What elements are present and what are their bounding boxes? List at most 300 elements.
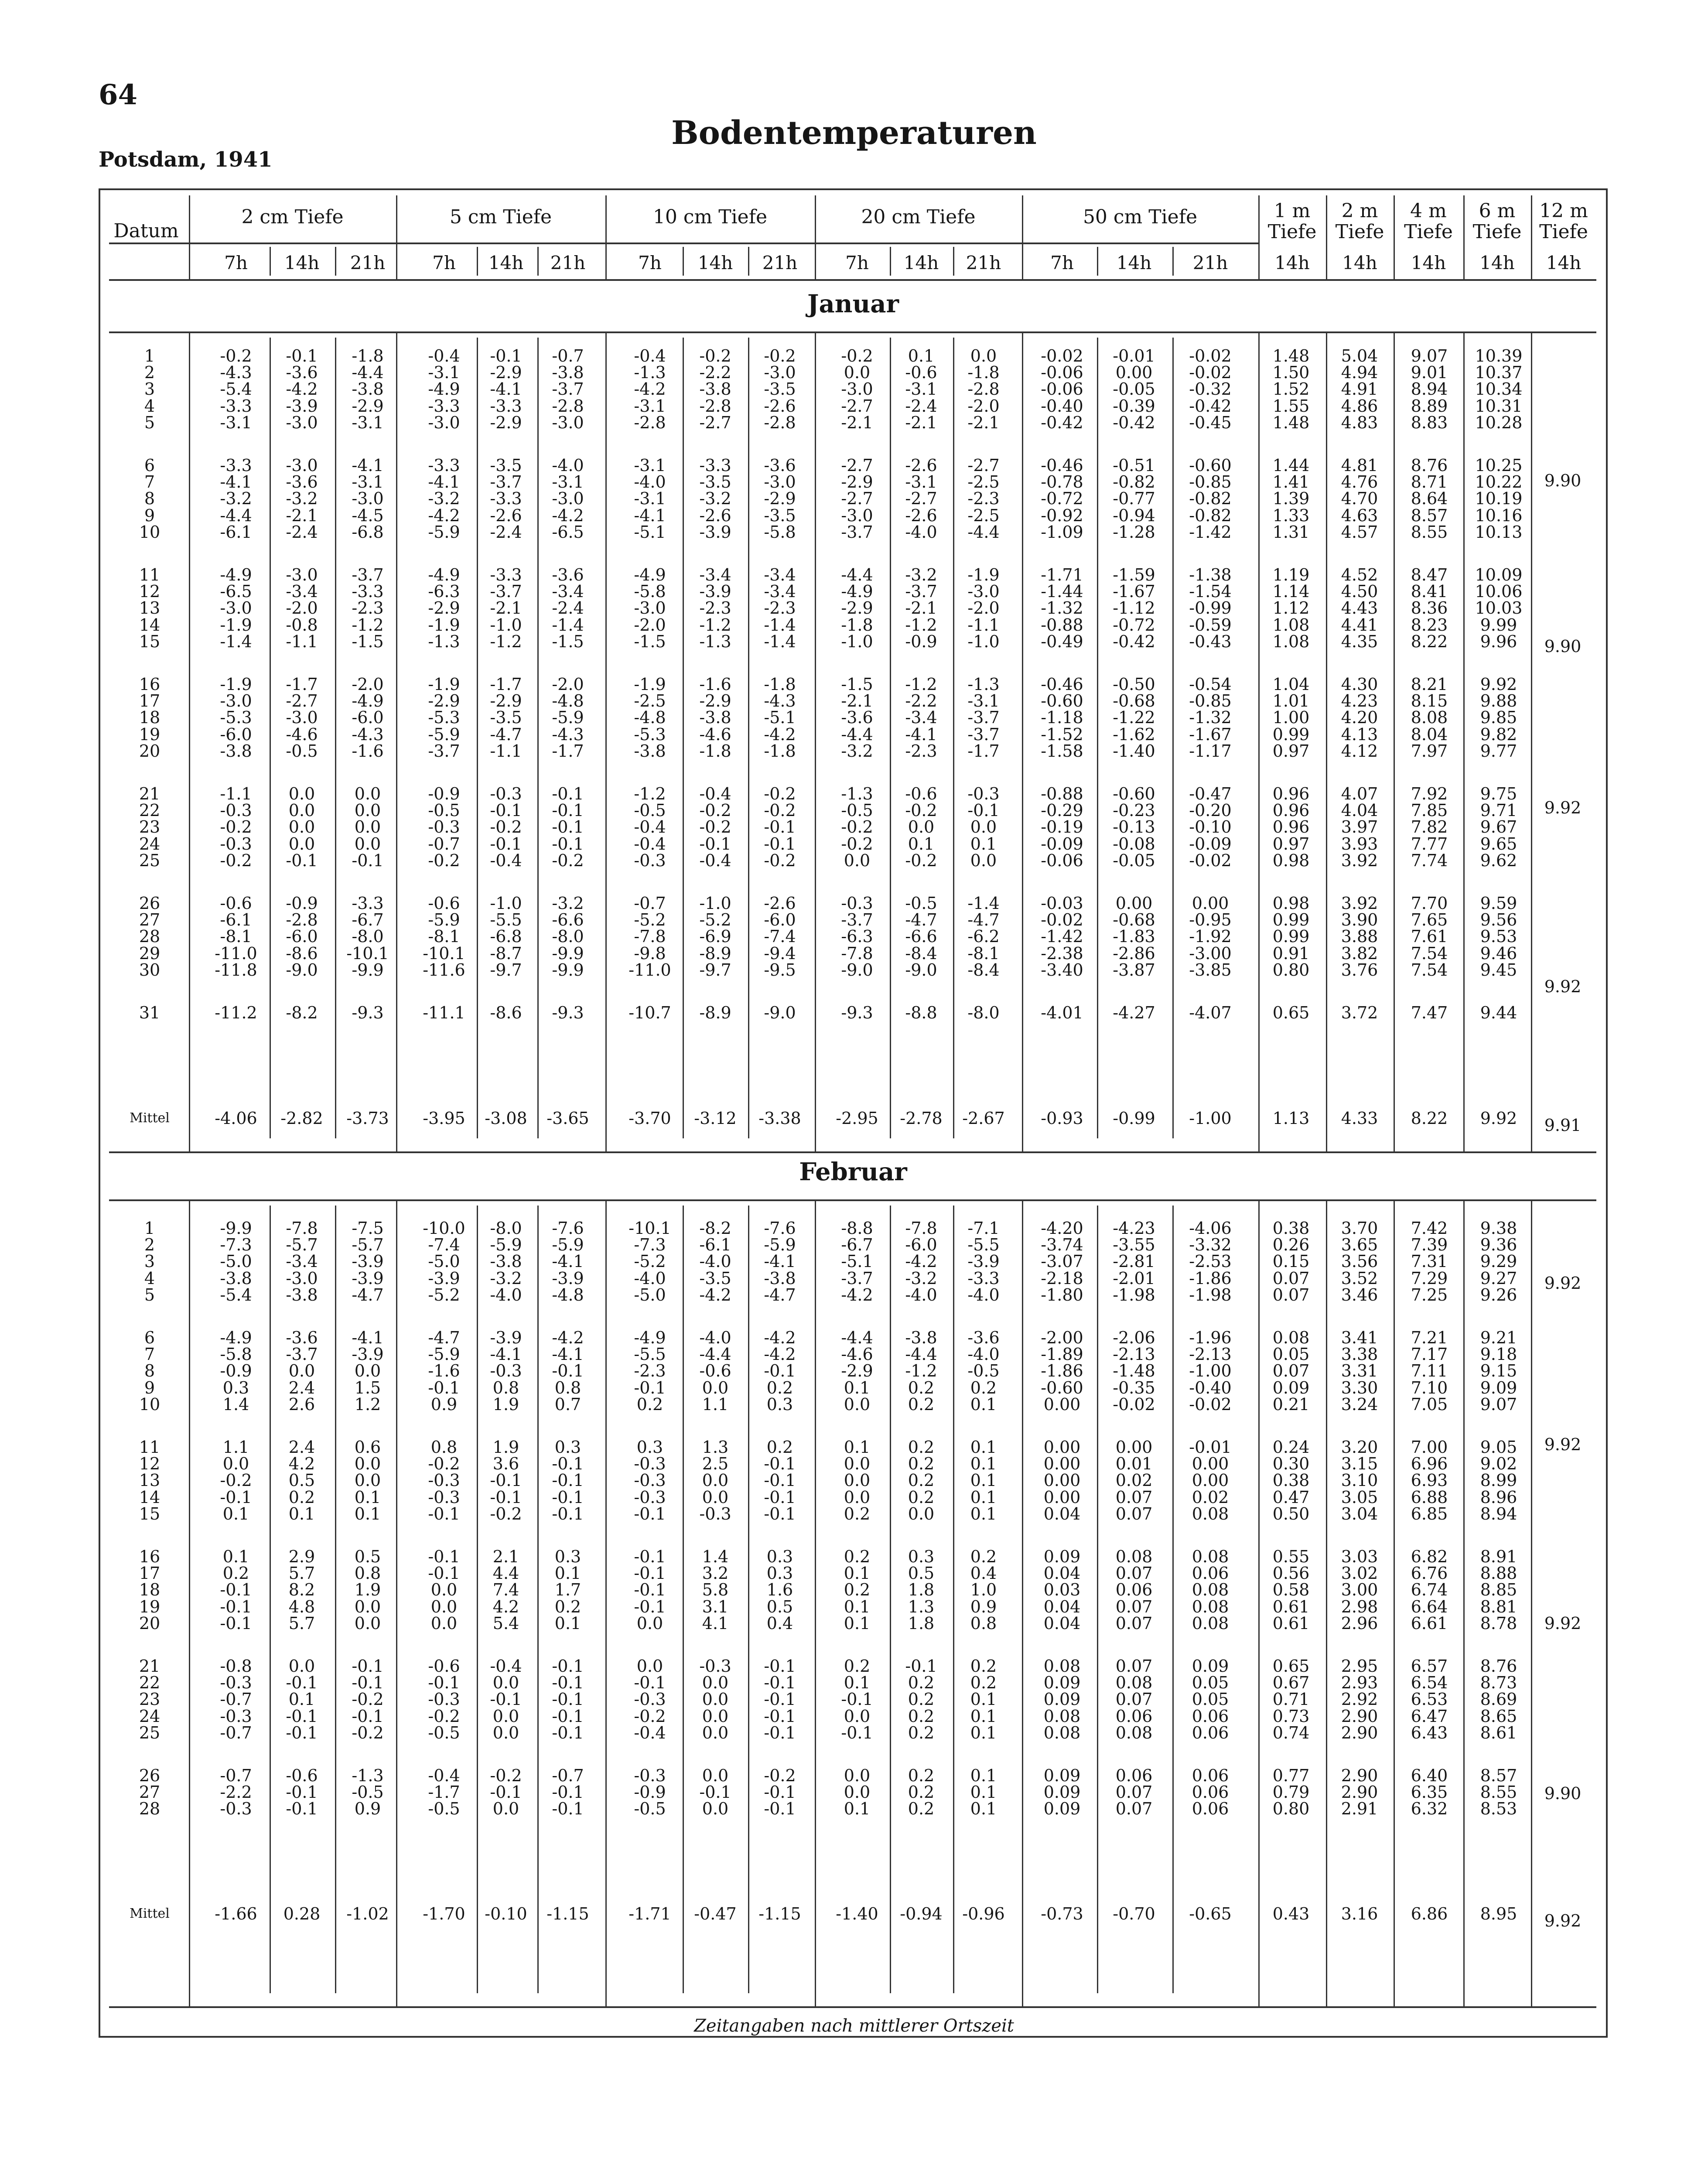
- table-cell: -0.3: [634, 1487, 666, 1507]
- table-cell: 0.07: [1115, 1597, 1153, 1616]
- table-cell: 10.03: [1475, 598, 1523, 618]
- table-cell: -0.1: [220, 1487, 252, 1507]
- table-cell: -3.4: [286, 582, 318, 601]
- table-cell: -1.0: [699, 894, 731, 913]
- table-cell: -4.0: [699, 1328, 731, 1347]
- table-cell: 0.0: [970, 850, 997, 870]
- table-cell: -1.86: [1189, 1268, 1232, 1288]
- table-cell: 0.0: [288, 801, 315, 820]
- table-cell: -4.7: [905, 910, 937, 930]
- table-cell: 9.44: [1480, 1003, 1517, 1022]
- table-cell: -9.9: [352, 960, 384, 980]
- table-cell: -8.4: [967, 960, 1000, 980]
- table-cell: 0.04: [1043, 1597, 1081, 1616]
- table-cell: 6.61: [1411, 1613, 1448, 1633]
- table-cell: -0.1: [552, 1471, 584, 1490]
- table-cell: -0.2: [428, 1454, 460, 1474]
- table-cell: -1.6: [428, 1361, 460, 1381]
- table-cell: -0.1: [286, 1783, 318, 1802]
- header-depth-4: 6 m: [1479, 200, 1516, 222]
- column-rule: [1463, 1201, 1465, 2006]
- table-cell: -0.60: [1041, 1378, 1083, 1397]
- table-cell: 4.12: [1341, 741, 1378, 761]
- table-cell: 0.08: [1192, 1597, 1229, 1616]
- table-cell: -1.89: [1041, 1345, 1083, 1364]
- table-cell: -2.9: [490, 363, 522, 383]
- table-cell: 8.76: [1480, 1656, 1517, 1676]
- table-cell: -5.2: [634, 1252, 666, 1271]
- table-cell: -0.40: [1041, 396, 1083, 416]
- day-number: 2: [144, 1235, 155, 1255]
- column-rule: [1022, 333, 1023, 1151]
- minor-column-rule: [335, 338, 336, 1138]
- table-cell: 0.00: [1115, 363, 1153, 383]
- table-cell: -2.6: [764, 894, 796, 913]
- table-cell: -5.8: [764, 522, 796, 542]
- table-cell: -0.1: [764, 1783, 796, 1802]
- table-cell: -8.6: [490, 1003, 522, 1022]
- table-cell: 0.2: [844, 1656, 871, 1676]
- table-cell: 0.0: [354, 1361, 381, 1381]
- table-cell: -2.9: [490, 691, 522, 711]
- table-cell: -3.1: [905, 379, 937, 399]
- table-cell: -3.7: [841, 522, 873, 542]
- table-cell: -1.3: [634, 363, 666, 383]
- table-cell: 9.62: [1480, 850, 1517, 870]
- table-cell: -4.2: [841, 1285, 873, 1305]
- table-cell: -3.9: [286, 396, 318, 416]
- table-cell: -0.2: [905, 801, 937, 820]
- table-cell: 1.4: [222, 1394, 249, 1414]
- table-cell: -4.8: [634, 708, 666, 727]
- table-cell: 0.58: [1272, 1580, 1310, 1600]
- table-cell: -9.3: [841, 1003, 873, 1022]
- table-cell: -0.1: [490, 1471, 522, 1490]
- table-cell: -0.2: [634, 1706, 666, 1726]
- header-depth-1: 1 m: [1274, 200, 1311, 222]
- table-cell: 0.1: [970, 834, 997, 854]
- table-row: [0, 959, 1708, 981]
- table-cell: 0.08: [1192, 1504, 1229, 1523]
- header-depth-label: Tiefe: [1472, 221, 1522, 243]
- table-cell: -4.2: [552, 1328, 584, 1347]
- table-cell: -3.7: [967, 724, 1000, 744]
- table-cell: -2.13: [1189, 1345, 1232, 1364]
- mittel-cell: -1.00: [1189, 1109, 1232, 1128]
- table-cell: 0.0: [970, 817, 997, 837]
- header-time: 14h: [1479, 252, 1515, 273]
- mittel-cell: 9.92: [1480, 1109, 1517, 1128]
- table-cell: -3.1: [220, 413, 252, 432]
- table-cell: -1.9: [428, 675, 460, 694]
- day-number: 23: [139, 817, 161, 837]
- table-cell: -4.4: [352, 363, 384, 383]
- day-number: 18: [139, 708, 161, 727]
- table-cell: -0.3: [967, 784, 1000, 803]
- table-cell: -5.3: [634, 724, 666, 744]
- table-cell: -1.32: [1041, 598, 1083, 618]
- table-cell: -0.2: [220, 1471, 252, 1490]
- table-cell: -3.55: [1113, 1235, 1155, 1255]
- table-cell: -3.8: [220, 1268, 252, 1288]
- mittel-cell: -2.82: [280, 1109, 323, 1128]
- table-cell: 3.05: [1341, 1487, 1378, 1507]
- table-cell: -2.8: [286, 910, 318, 930]
- table-cell: 0.1: [288, 1690, 315, 1709]
- mittel-row: [0, 1902, 1708, 1930]
- table-cell: 7.92: [1411, 784, 1448, 803]
- table-cell: 8.2: [288, 1580, 315, 1600]
- table-cell: 0.00: [1115, 1438, 1153, 1457]
- table-cell: 0.02: [1192, 1487, 1229, 1507]
- table-cell: -4.4: [967, 522, 1000, 542]
- table-cell: -4.9: [220, 565, 252, 584]
- table-cell: -1.80: [1041, 1285, 1083, 1305]
- table-cell: -9.9: [552, 943, 584, 963]
- table-cell: 0.3: [908, 1547, 935, 1566]
- table-cell: 0.2: [908, 1723, 935, 1742]
- table-cell: -6.8: [490, 927, 522, 946]
- day-number: 23: [139, 1690, 161, 1709]
- table-cell: 0.07: [1115, 1783, 1153, 1802]
- table-cell: -3.40: [1041, 960, 1083, 980]
- table-cell: 0.2: [766, 1438, 793, 1457]
- table-cell: 0.67: [1272, 1673, 1310, 1693]
- table-cell: -4.0: [634, 472, 666, 492]
- table-cell: 1.9: [492, 1438, 519, 1457]
- day-number: 9: [144, 1378, 155, 1397]
- table-cell: -2.0: [634, 615, 666, 635]
- table-cell: 0.02: [1115, 1471, 1153, 1490]
- table-cell: 0.00: [1192, 1471, 1229, 1490]
- table-cell: 0.96: [1272, 784, 1310, 803]
- table-cell: -3.8: [699, 379, 731, 399]
- table-cell: -5.2: [699, 910, 731, 930]
- table-cell: 7.21: [1411, 1328, 1448, 1347]
- day-number: 16: [139, 675, 161, 694]
- table-cell: -2.3: [764, 598, 796, 618]
- table-cell: 9.21: [1480, 1328, 1517, 1347]
- table-cell: 2.95: [1341, 1656, 1378, 1676]
- table-cell: 0.0: [354, 834, 381, 854]
- table-cell: 4.50: [1341, 582, 1378, 601]
- table-cell: -0.03: [1041, 894, 1083, 913]
- table-cell: -0.1: [905, 1656, 937, 1676]
- table-cell: 0.15: [1272, 1252, 1310, 1271]
- table-cell: 0.2: [288, 1487, 315, 1507]
- table-cell: 8.76: [1411, 456, 1448, 475]
- table-cell: -3.1: [967, 691, 1000, 711]
- table-cell: -1.1: [967, 615, 1000, 635]
- table-cell: 0.0: [844, 1394, 871, 1414]
- table-cell: 1.50: [1272, 363, 1310, 383]
- table-cell: 0.06: [1115, 1766, 1153, 1785]
- table-cell: 8.83: [1411, 413, 1448, 432]
- mittel-cell: -1.66: [215, 1904, 257, 1923]
- table-cell: -1.3: [841, 784, 873, 803]
- rule-line: [1531, 195, 1532, 279]
- table-cell: 3.04: [1341, 1504, 1378, 1523]
- table-cell: -2.5: [967, 505, 1000, 525]
- table-cell: -1.22: [1113, 708, 1155, 727]
- table-cell: 6.64: [1411, 1597, 1448, 1616]
- table-cell: -6.5: [552, 522, 584, 542]
- header-time: 14h: [1116, 252, 1152, 273]
- table-cell: -4.20: [1041, 1219, 1083, 1238]
- table-cell: 3.72: [1341, 1003, 1378, 1022]
- day-number: 28: [139, 927, 161, 946]
- day-number: 6: [144, 456, 155, 475]
- table-cell: 0.1: [970, 1487, 997, 1507]
- table-cell: -0.3: [428, 1487, 460, 1507]
- table-cell: -0.6: [428, 894, 460, 913]
- table-cell: -2.3: [699, 598, 731, 618]
- table-cell: -0.1: [428, 1504, 460, 1523]
- table-cell: 8.91: [1480, 1547, 1517, 1566]
- table-cell: -10.1: [423, 943, 465, 963]
- table-cell: -4.23: [1113, 1219, 1155, 1238]
- table-cell: 0.7: [554, 1394, 581, 1414]
- table-cell: -1.28: [1113, 522, 1155, 542]
- table-cell: -1.6: [699, 675, 731, 694]
- table-cell: -6.1: [220, 910, 252, 930]
- table-cell: 0.0: [970, 346, 997, 365]
- mittel-cell: -0.47: [694, 1904, 737, 1923]
- table-cell: -0.51: [1113, 456, 1155, 475]
- table-cell: -0.6: [220, 894, 252, 913]
- table-cell: 9.09: [1480, 1378, 1517, 1397]
- table-cell: -8.1: [220, 927, 252, 946]
- table-cell: -4.2: [905, 1252, 937, 1271]
- table-cell: 0.24: [1272, 1438, 1310, 1457]
- table-cell: 0.00: [1043, 1454, 1081, 1474]
- table-cell: -5.9: [552, 708, 584, 727]
- table-cell: -1.6: [352, 741, 384, 761]
- table-cell: -3.0: [764, 472, 796, 492]
- table-cell: -0.2: [905, 850, 937, 870]
- rule-line: [1463, 195, 1465, 279]
- table-cell: -2.0: [967, 396, 1000, 416]
- table-cell: 0.1: [970, 1723, 997, 1742]
- table-cell: -4.1: [490, 1345, 522, 1364]
- table-cell: -4.2: [428, 505, 460, 525]
- table-cell: 0.0: [354, 1454, 381, 1474]
- section-rule: [109, 1151, 1596, 1153]
- table-cell: 0.06: [1192, 1766, 1229, 1785]
- table-cell: -6.0: [905, 1235, 937, 1255]
- minor-column-rule: [477, 1206, 478, 1993]
- table-cell: 1.12: [1272, 598, 1310, 618]
- header-depth-label: Tiefe: [1539, 221, 1588, 243]
- header-time: 14h: [1411, 252, 1446, 273]
- table-cell: -3.3: [220, 396, 252, 416]
- table-cell: 9.88: [1480, 691, 1517, 711]
- table-cell: -0.4: [634, 834, 666, 854]
- minor-column-rule: [953, 1206, 954, 1993]
- table-cell: -3.3: [352, 582, 384, 601]
- table-cell: 0.06: [1192, 1783, 1229, 1802]
- table-cell: -4.4: [841, 1328, 873, 1347]
- table-cell: -3.8: [490, 1252, 522, 1271]
- table-cell: 0.2: [908, 1378, 935, 1397]
- table-cell: -2.3: [634, 1361, 666, 1381]
- time-divider: [477, 247, 478, 276]
- weekly-12m-value: 9.92: [1544, 1274, 1582, 1293]
- table-cell: 1.1: [222, 1438, 249, 1457]
- table-cell: 0.05: [1192, 1690, 1229, 1709]
- table-cell: 0.1: [844, 1673, 871, 1693]
- table-cell: -3.5: [699, 472, 731, 492]
- table-cell: -5.8: [634, 582, 666, 601]
- table-cell: 10.31: [1475, 396, 1523, 416]
- table-cell: -7.4: [428, 1235, 460, 1255]
- table-cell: -2.7: [699, 413, 731, 432]
- table-cell: 0.5: [908, 1564, 935, 1583]
- table-cell: -1.4: [220, 632, 252, 651]
- table-cell: 7.31: [1411, 1252, 1448, 1271]
- table-cell: 1.08: [1272, 632, 1310, 651]
- minor-column-rule: [683, 1206, 684, 1993]
- table-cell: -1.3: [967, 675, 1000, 694]
- table-cell: 9.56: [1480, 910, 1517, 930]
- table-cell: 3.52: [1341, 1268, 1378, 1288]
- table-cell: -0.7: [220, 1690, 252, 1709]
- table-cell: -7.8: [634, 927, 666, 946]
- table-cell: -0.4: [634, 1723, 666, 1742]
- table-cell: -7.5: [352, 1219, 384, 1238]
- table-cell: -3.7: [967, 708, 1000, 727]
- table-cell: 0.2: [908, 1394, 935, 1414]
- day-number: 4: [144, 1268, 155, 1288]
- table-cell: -4.4: [905, 1345, 937, 1364]
- table-cell: -0.1: [552, 801, 584, 820]
- table-cell: 1.7: [554, 1580, 581, 1600]
- table-row: [0, 521, 1708, 543]
- table-cell: -9.0: [286, 960, 318, 980]
- table-cell: 0.1: [970, 1766, 997, 1785]
- table-cell: -0.42: [1189, 396, 1232, 416]
- table-cell: -3.74: [1041, 1235, 1083, 1255]
- day-number: 14: [139, 1487, 161, 1507]
- table-cell: 0.0: [844, 1783, 871, 1802]
- table-cell: -8.0: [552, 927, 584, 946]
- table-cell: -7.1: [967, 1219, 1000, 1238]
- table-cell: -0.19: [1041, 817, 1083, 837]
- day-number: 9: [144, 505, 155, 525]
- table-cell: -1.8: [764, 675, 796, 694]
- table-cell: -2.6: [699, 505, 731, 525]
- table-cell: 4.94: [1341, 363, 1378, 383]
- day-number: 7: [144, 472, 155, 492]
- table-cell: -0.02: [1113, 1394, 1155, 1414]
- table-cell: 0.6: [354, 1438, 381, 1457]
- table-cell: 0.08: [1192, 1580, 1229, 1600]
- table-cell: -4.9: [841, 582, 873, 601]
- table-cell: -1.42: [1041, 927, 1083, 946]
- table-cell: -0.09: [1041, 834, 1083, 854]
- table-cell: -2.13: [1113, 1345, 1155, 1364]
- column-rule: [605, 333, 607, 1151]
- table-cell: 0.06: [1192, 1799, 1229, 1819]
- table-cell: 0.0: [702, 1723, 729, 1742]
- table-cell: 0.07: [1272, 1268, 1310, 1288]
- table-cell: -2.1: [841, 413, 873, 432]
- table-cell: 0.09: [1043, 1799, 1081, 1819]
- table-cell: -4.4: [841, 565, 873, 584]
- table-cell: 4.52: [1341, 565, 1378, 584]
- table-cell: -2.4: [905, 396, 937, 416]
- table-cell: 1.2: [354, 1394, 381, 1414]
- table-cell: -4.7: [428, 1328, 460, 1347]
- table-cell: -0.1: [220, 1580, 252, 1600]
- table-cell: -4.7: [490, 724, 522, 744]
- table-cell: -0.8: [286, 615, 318, 635]
- table-cell: 1.1: [702, 1394, 729, 1414]
- table-cell: -3.9: [428, 1268, 460, 1288]
- day-number: 25: [139, 1723, 161, 1742]
- table-cell: 0.1: [844, 1799, 871, 1819]
- column-rule: [605, 1201, 607, 2006]
- day-number: 19: [139, 1597, 161, 1616]
- table-cell: -0.6: [699, 1361, 731, 1381]
- table-cell: -0.3: [634, 1454, 666, 1474]
- table-cell: 4.86: [1341, 396, 1378, 416]
- mittel-row: [0, 1107, 1708, 1135]
- mittel-cell: 0.43: [1272, 1904, 1310, 1923]
- day-number: 28: [139, 1799, 161, 1819]
- header-time: 21h: [762, 252, 798, 273]
- table-cell: 2.4: [288, 1438, 315, 1457]
- table-cell: -0.1: [634, 1580, 666, 1600]
- table-cell: -2.1: [841, 691, 873, 711]
- table-cell: 4.57: [1341, 522, 1378, 542]
- table-cell: -5.5: [490, 910, 522, 930]
- table-cell: -3.6: [841, 708, 873, 727]
- table-cell: 8.88: [1480, 1564, 1517, 1583]
- table-cell: -0.06: [1041, 379, 1083, 399]
- table-cell: -8.4: [905, 943, 937, 963]
- table-cell: 4.13: [1341, 724, 1378, 744]
- time-divider: [953, 247, 954, 276]
- table-cell: -4.2: [552, 505, 584, 525]
- table-cell: 8.78: [1480, 1613, 1517, 1633]
- table-cell: -0.1: [552, 817, 584, 837]
- table-cell: -2.7: [967, 456, 1000, 475]
- table-cell: 0.0: [492, 1723, 519, 1742]
- table-cell: 6.74: [1411, 1580, 1448, 1600]
- table-cell: 10.34: [1475, 379, 1523, 399]
- table-cell: -0.2: [490, 817, 522, 837]
- table-cell: 8.65: [1480, 1706, 1517, 1726]
- table-cell: -9.7: [699, 960, 731, 980]
- table-cell: -4.1: [634, 505, 666, 525]
- table-cell: 2.9: [288, 1547, 315, 1566]
- table-cell: 9.15: [1480, 1361, 1517, 1381]
- table-cell: -0.1: [764, 834, 796, 854]
- table-cell: 0.0: [430, 1580, 458, 1600]
- table-cell: 7.29: [1411, 1268, 1448, 1288]
- table-cell: -0.85: [1189, 472, 1232, 492]
- table-cell: 6.57: [1411, 1656, 1448, 1676]
- header-time: 14h: [903, 252, 939, 273]
- table-cell: 0.07: [1272, 1361, 1310, 1381]
- table-cell: -5.3: [220, 708, 252, 727]
- table-cell: -0.1: [286, 850, 318, 870]
- header-group-1: 2 cm Tiefe: [241, 206, 344, 228]
- table-cell: 0.2: [908, 1706, 935, 1726]
- table-cell: -5.9: [428, 1345, 460, 1364]
- rule-line: [1326, 195, 1327, 279]
